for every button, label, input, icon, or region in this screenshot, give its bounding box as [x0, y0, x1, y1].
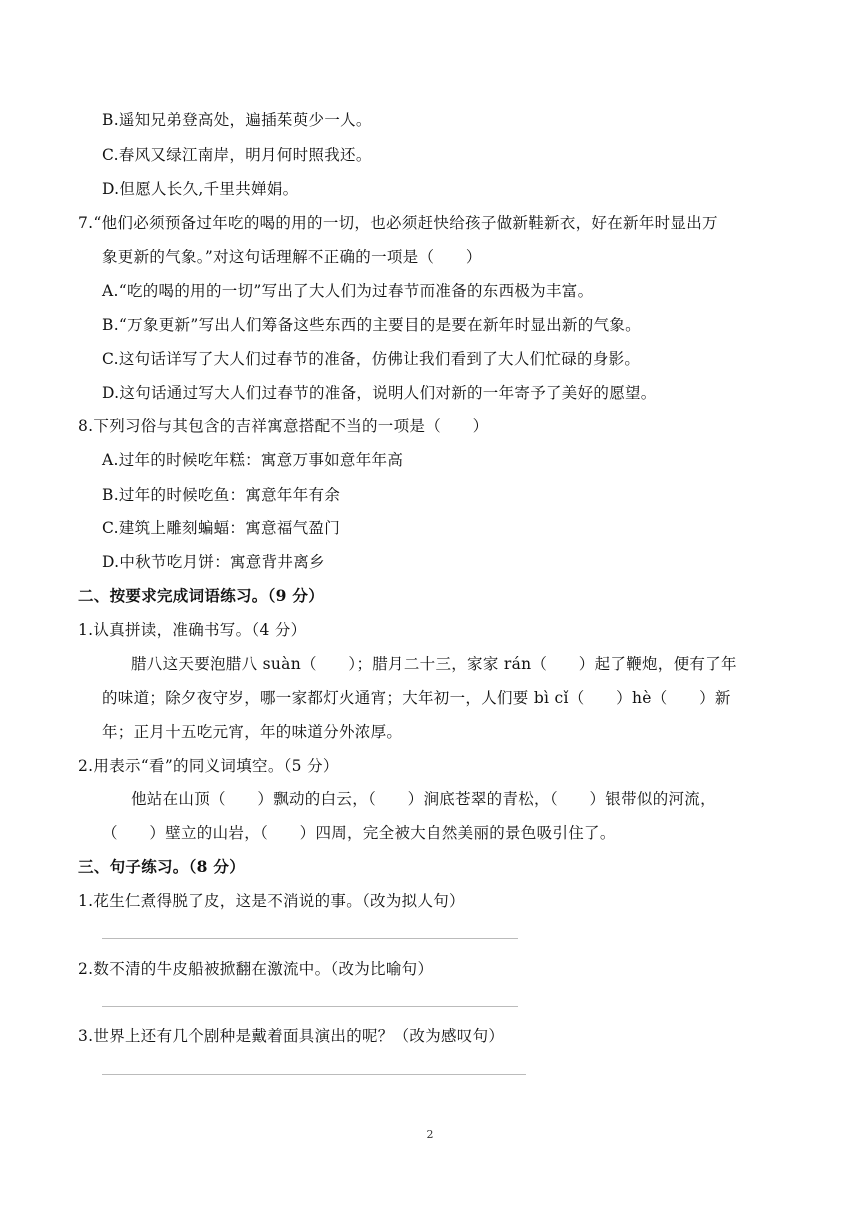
- section-3-q3-answer-line[interactable]: [102, 1074, 526, 1075]
- q8-option-c: C.建筑上雕刻蝙蝠：寓意福气盈门: [102, 519, 341, 537]
- section-3-q2: 2.数不清的牛皮船被掀翻在激流中。（改为比喻句）: [78, 960, 434, 978]
- q7-stem-line-2: 象更新的气象。”对这句话理解不正确的一项是（ ）: [102, 248, 482, 266]
- section-2-q2-title: 2.用表示“看”的同义词填空。（5 分）: [78, 757, 339, 775]
- section-2-q2-passage-line-1: 他站在山顶（ ）飘动的白云，（ ）涧底苍翠的青松，（ ）银带似的河流，: [131, 790, 716, 808]
- q7-option-c: C.这句话详写了大人们过春节的准备，仿佛让我们看到了大人们忙碌的身影。: [102, 350, 641, 368]
- section-3-q3: 3.世界上还有几个剧种是戴着面具演出的呢？（改为感叹句）: [78, 1027, 505, 1045]
- q6-option-d: D.但愿人长久,千里共婵娟。: [102, 180, 299, 198]
- q7-stem-line-1: 7.“他们必须预备过年吃的喝的用的一切，也必须赶快给孩子做新鞋新衣，好在新年时显出万: [78, 214, 718, 232]
- section-2-q1-title: 1.认真拼读，准确书写。（4 分）: [78, 621, 307, 639]
- section-2-q1-passage-line-3: 年；正月十五吃元宵，年的味道分外浓厚。: [102, 723, 403, 741]
- q7-option-d: D.这句话通过写大人们过春节的准备，说明人们对新的一年寄予了美好的愿望。: [102, 384, 657, 402]
- q7-option-b: B.“万象更新”写出人们筹备这些东西的主要目的是要在新年时显出新的气象。: [102, 316, 641, 334]
- section-2-q1-passage-line-1: 腊八这天要泡腊八 suàn（ ）；腊月二十三，家家 rán（ ）起了鞭炮，便有了年: [131, 655, 737, 673]
- page-number: 2: [426, 1128, 434, 1141]
- q6-option-b: B.遥知兄弟登高处，遍插茱萸少一人。: [102, 111, 372, 129]
- section-2-q2-passage-line-2: （ ）壁立的山岩，（ ）四周，完全被大自然美丽的景色吸引住了。: [102, 824, 616, 842]
- section-2-heading: 二、按要求完成词语练习。（9 分）: [78, 586, 325, 605]
- q7-option-a: A.“吃的喝的用的一切”写出了大人们为过春节而准备的东西极为丰富。: [102, 282, 594, 300]
- q8-option-d: D.中秋节吃月饼：寓意背井离乡: [102, 553, 325, 571]
- q8-option-a: A.过年的时候吃年糕：寓意万事如意年年高: [102, 451, 404, 469]
- section-3-q1-answer-line[interactable]: [102, 938, 518, 939]
- q6-option-c: C.春风又绿江南岸，明月何时照我还。: [102, 146, 372, 164]
- section-2-q1-passage-line-2: 的味道；除夕夜守岁，哪一家都灯火通宵；大年初一，人们要 bì cǐ（ ）hè（ ）新: [102, 689, 731, 707]
- q8-option-b: B.过年的时候吃鱼：寓意年年有余: [102, 486, 341, 504]
- section-3-heading: 三、句子练习。（8 分）: [78, 857, 246, 876]
- section-3-q2-answer-line[interactable]: [102, 1006, 518, 1007]
- section-3-q1: 1.花生仁煮得脱了皮，这是不消说的事。（改为拟人句）: [78, 892, 465, 910]
- q8-stem: 8.下列习俗与其包含的吉祥寓意搭配不当的一项是（ ）: [78, 417, 489, 435]
